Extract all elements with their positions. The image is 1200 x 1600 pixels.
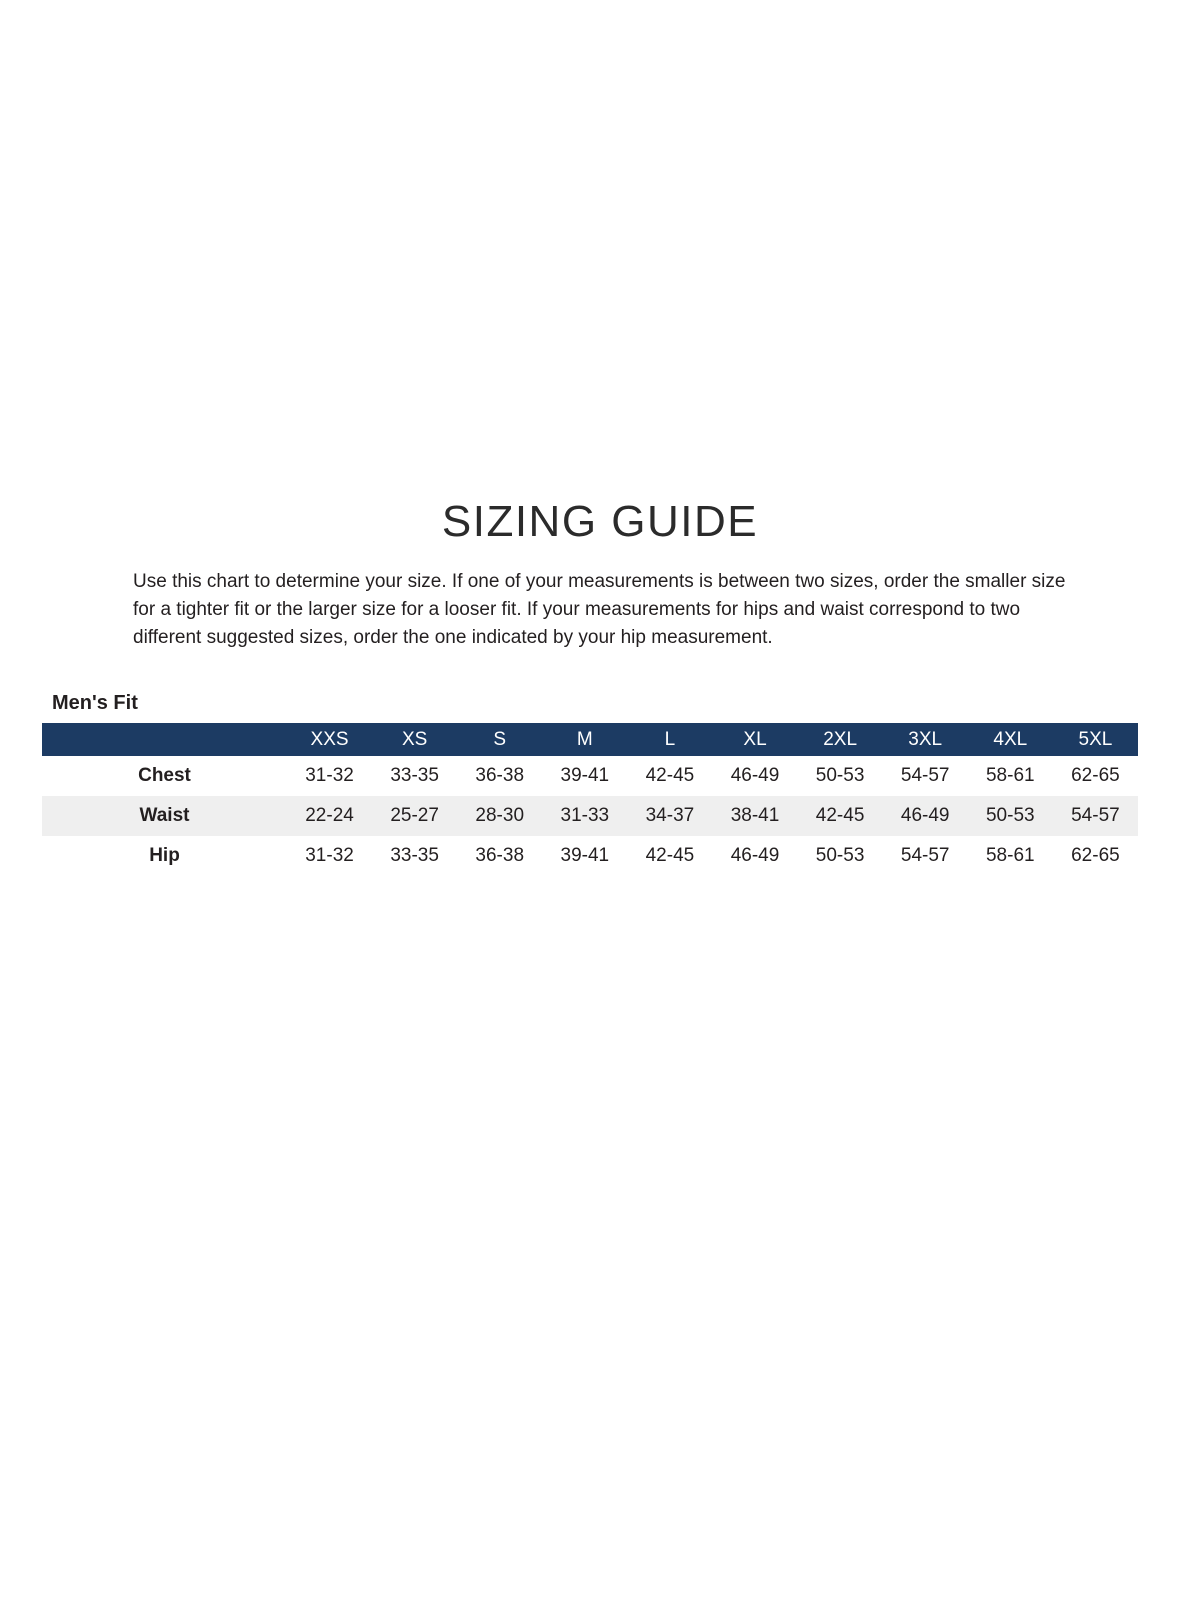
measurement-cell: 39-41 [560,845,610,866]
measurement-cell: 46-49 [730,845,780,866]
measurement-cell: 54-57 [900,765,950,786]
sizing-table [42,723,1138,876]
sizing-table-body [42,756,1138,876]
measurement-cell: 33-35 [390,765,439,786]
table-row [42,796,1138,836]
size-column-header: 2XL [798,723,883,756]
measurement-cell: 28-30 [475,805,525,826]
page-title: SIZING GUIDE [441,497,759,547]
measurement-cell: 33-35 [390,845,439,866]
measurement-cell: 31-32 [305,765,354,786]
measurement-cell: 62-65 [1071,765,1120,786]
section-label-mens-fit: Men's Fit [52,692,138,714]
intro-paragraph: Use this chart to determine your size. If one of your measurements is between two sizes, order the smaller size for a tighter fit or the larger size for a looser fit. If your measurements for hips and waist correspond to two different suggested sizes, order the one indicated by your hip measurement. [133,571,1066,648]
size-column-header: L [627,723,712,756]
size-column-header: 5XL [1053,723,1138,756]
measurement-cell: 54-57 [1071,805,1120,826]
row-label-header-empty [42,723,287,756]
size-column-header: 3XL [883,723,968,756]
measurement-cell: 58-61 [985,765,1035,786]
row-label: Chest [138,765,191,786]
table-row [42,836,1138,876]
measurement-cell: 31-33 [560,805,610,826]
measurement-cell: 62-65 [1071,845,1120,866]
measurement-cell: 39-41 [560,765,610,786]
size-column-header: XL [712,723,797,756]
measurement-cell: 38-41 [730,805,780,826]
measurement-cell: 50-53 [815,845,865,866]
measurement-cell: 34-37 [645,805,695,826]
size-column-header: M [542,723,627,756]
measurement-cell: 25-27 [390,805,439,826]
measurement-cell: 22-24 [305,805,354,826]
row-label: Hip [149,845,180,866]
size-column-header: XXS [287,723,372,756]
measurement-cell: 46-49 [900,805,950,826]
table-row [42,756,1138,796]
measurement-cell: 31-32 [305,845,354,866]
measurement-cell: 42-45 [645,845,695,866]
size-header-row [42,723,1138,756]
measurement-cell: 42-45 [815,805,865,826]
measurement-cell: 58-61 [985,845,1035,866]
measurement-cell: 42-45 [645,765,695,786]
size-column-header: XS [372,723,457,756]
measurement-cell: 36-38 [475,765,525,786]
measurement-cell: 50-53 [985,805,1035,826]
row-label: Waist [139,805,190,826]
measurement-cell: 46-49 [730,765,780,786]
measurement-cell: 36-38 [475,845,525,866]
measurement-cell: 54-57 [900,845,950,866]
size-column-header: S [457,723,542,756]
size-column-header: 4XL [968,723,1053,756]
measurement-cell: 50-53 [815,765,865,786]
